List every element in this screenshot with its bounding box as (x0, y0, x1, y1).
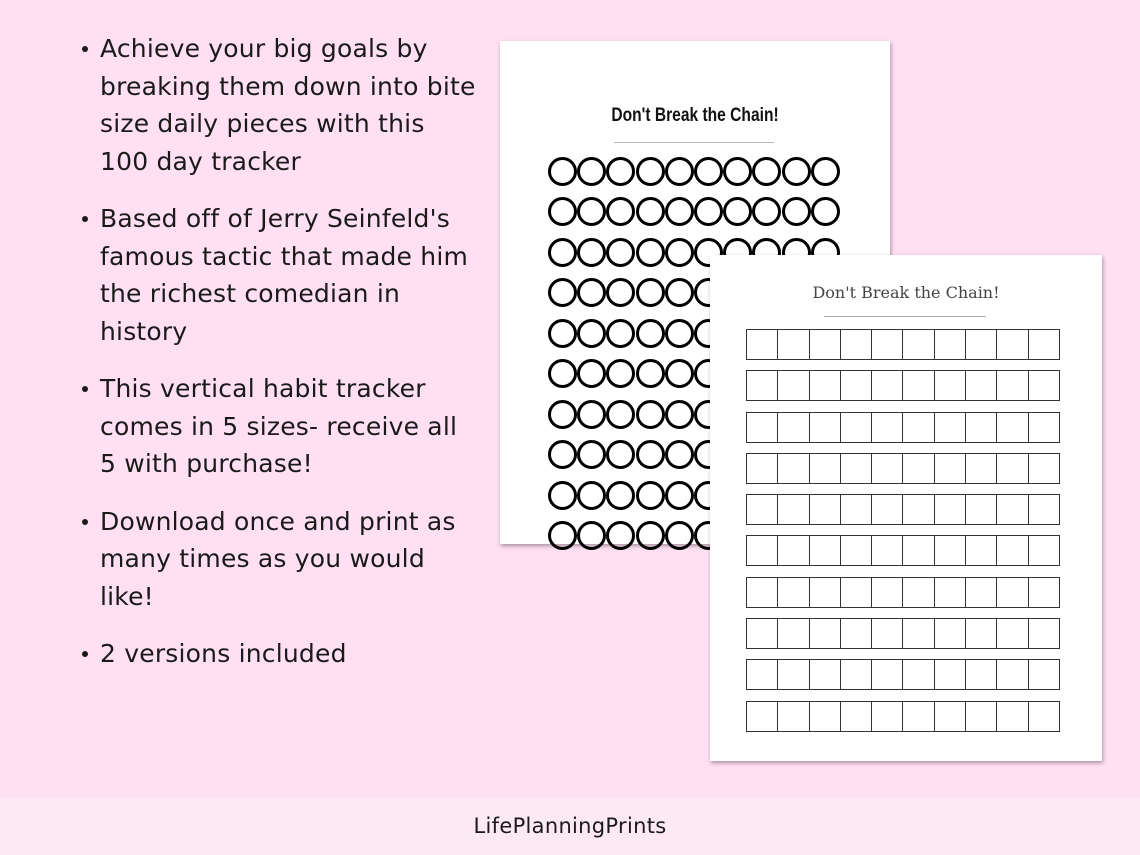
tracker-circle (548, 238, 577, 267)
square-row (746, 412, 1060, 443)
tracker-square (778, 578, 809, 608)
tracker-square (841, 495, 872, 525)
tracker-square (778, 413, 809, 443)
tracker-circle (606, 359, 635, 388)
tracker-circle (548, 157, 577, 186)
square-row (746, 494, 1060, 525)
tracker-circle (636, 278, 665, 307)
tracker-square (810, 371, 841, 401)
tracker-square (903, 495, 934, 525)
tracker-circle (665, 278, 694, 307)
tracker-square (997, 454, 1028, 484)
tracker-square (841, 578, 872, 608)
tracker-square (966, 330, 997, 360)
tracker-square (903, 454, 934, 484)
tracker-square (841, 619, 872, 649)
square-grid (746, 329, 1062, 742)
tracker-circle (636, 238, 665, 267)
tracker-circle (665, 238, 694, 267)
tracker-circle (665, 319, 694, 348)
tracker-square (872, 454, 903, 484)
square-row (746, 329, 1060, 360)
tracker-square (747, 330, 778, 360)
title-divider (824, 316, 986, 317)
tracker-square (810, 495, 841, 525)
circle-row (548, 192, 838, 233)
tracker-square (935, 330, 966, 360)
tracker-square (872, 371, 903, 401)
tracker-square (810, 454, 841, 484)
tracker-square (810, 619, 841, 649)
tracker-circle (548, 278, 577, 307)
feature-item: Achieve your big goals by breaking them down into bite size daily pieces with this 100 day tracker (80, 30, 480, 180)
tracker-square (997, 619, 1028, 649)
tracker-circle (548, 359, 577, 388)
tracker-circle (752, 197, 781, 226)
tracker-circle (548, 319, 577, 348)
tracker-square (935, 702, 966, 732)
tracker-circle (694, 197, 723, 226)
tracker-square (903, 371, 934, 401)
tracker-square (997, 536, 1028, 566)
square-row (746, 370, 1060, 401)
tracker-circle (577, 440, 606, 469)
tracker-square (747, 578, 778, 608)
tracker-circle (636, 359, 665, 388)
tracker-circle (694, 157, 723, 186)
tracker-square (872, 330, 903, 360)
tracker-square (810, 413, 841, 443)
tracker-square (810, 330, 841, 360)
tracker-circle (811, 157, 840, 186)
tracker-square (841, 454, 872, 484)
tracker-square (903, 619, 934, 649)
tracker-circle (606, 440, 635, 469)
tracker-circle (752, 157, 781, 186)
tracker-square (778, 495, 809, 525)
tracker-circle (606, 238, 635, 267)
tracker-circle (636, 319, 665, 348)
tracker-circle (723, 157, 752, 186)
tracker-square (841, 371, 872, 401)
tracker-circle (577, 319, 606, 348)
tracker-square (966, 495, 997, 525)
tracker-square (778, 330, 809, 360)
tracker-square (903, 536, 934, 566)
tracker-square (966, 371, 997, 401)
tracker-square (903, 578, 934, 608)
tracker-square (997, 330, 1028, 360)
square-row (746, 453, 1060, 484)
tracker-square (935, 660, 966, 690)
tracker-square (935, 578, 966, 608)
tracker-circle (606, 481, 635, 510)
tracker-square (841, 660, 872, 690)
tracker-square (1029, 454, 1060, 484)
tracker-square (903, 330, 934, 360)
tracker-circle (548, 400, 577, 429)
tracker-circle (577, 521, 606, 550)
tracker-square (966, 454, 997, 484)
tracker-square (997, 578, 1028, 608)
tracker-circle (665, 359, 694, 388)
tracker-square (747, 702, 778, 732)
tracker-square (872, 702, 903, 732)
tracker-square (778, 702, 809, 732)
tracker-circle (548, 521, 577, 550)
tracker-circle (577, 238, 606, 267)
tracker-circle (665, 197, 694, 226)
tracker-square (778, 619, 809, 649)
tracker-square (966, 413, 997, 443)
tracker-square (841, 413, 872, 443)
tracker-square (966, 578, 997, 608)
tracker-square (1029, 330, 1060, 360)
square-row (746, 535, 1060, 566)
tracker-square (810, 578, 841, 608)
tracker-circle (548, 481, 577, 510)
tracker-circle (577, 278, 606, 307)
tracker-square (935, 371, 966, 401)
tracker-circle (636, 400, 665, 429)
tracker-circle (636, 481, 665, 510)
tracker-square (935, 495, 966, 525)
tracker-circle (606, 319, 635, 348)
tracker-square (872, 660, 903, 690)
tracker-circle (636, 521, 665, 550)
tracker-square (841, 702, 872, 732)
circle-sheet-title: Don't Break the Chain! (611, 105, 779, 126)
tracker-square (966, 702, 997, 732)
brand-name: LifePlanningPrints (473, 814, 667, 838)
tracker-circle (665, 440, 694, 469)
tracker-square (810, 702, 841, 732)
tracker-circle (548, 197, 577, 226)
tracker-circle (606, 197, 635, 226)
tracker-square (903, 702, 934, 732)
tracker-circle (636, 157, 665, 186)
tracker-square (747, 536, 778, 566)
feature-item: 2 versions included (80, 635, 480, 673)
tracker-square (1029, 413, 1060, 443)
tracker-circle (577, 400, 606, 429)
tracker-square (747, 371, 778, 401)
tracker-circle (723, 197, 752, 226)
tracker-circle (811, 197, 840, 226)
tracker-square (872, 578, 903, 608)
tracker-circle (665, 521, 694, 550)
tracker-square (966, 619, 997, 649)
tracker-circle (782, 157, 811, 186)
tracker-square (997, 413, 1028, 443)
tracker-circle (548, 440, 577, 469)
square-row (746, 659, 1060, 690)
tracker-square (1029, 371, 1060, 401)
tracker-circle (577, 197, 606, 226)
tracker-circle (606, 400, 635, 429)
tracker-circle (606, 521, 635, 550)
tracker-square (747, 413, 778, 443)
tracker-square (935, 413, 966, 443)
tracker-square (997, 702, 1028, 732)
square-row (746, 701, 1060, 732)
square-row (746, 618, 1060, 649)
tracker-circle (665, 400, 694, 429)
tracker-square (778, 371, 809, 401)
tracker-square (997, 371, 1028, 401)
tracker-square (872, 495, 903, 525)
tracker-square (997, 495, 1028, 525)
tracker-square (810, 660, 841, 690)
square-sheet-title: Don't Break the Chain! (812, 283, 1000, 302)
tracker-square (747, 454, 778, 484)
title-divider (614, 142, 774, 143)
tracker-circle (577, 359, 606, 388)
tracker-circle (665, 157, 694, 186)
feature-item: Download once and print as many times as you would like! (80, 503, 480, 616)
feature-item: This vertical habit tracker comes in 5 sizes- receive all 5 with purchase! (80, 370, 480, 483)
tracker-circle (606, 157, 635, 186)
tracker-circle (606, 278, 635, 307)
feature-list (80, 30, 480, 693)
tracker-square (966, 660, 997, 690)
tracker-circle (577, 157, 606, 186)
tracker-square (1029, 495, 1060, 525)
tracker-square (903, 660, 934, 690)
tracker-square (1029, 619, 1060, 649)
tracker-square (935, 619, 966, 649)
tracker-circle (636, 197, 665, 226)
tracker-square (778, 536, 809, 566)
tracker-square (1029, 536, 1060, 566)
square-row (746, 577, 1060, 608)
tracker-square (966, 536, 997, 566)
tracker-square (778, 454, 809, 484)
feature-item: Based off of Jerry Seinfeld's famous tactic that made him the richest comedian in history (80, 200, 480, 350)
tracker-square (778, 660, 809, 690)
tracker-square (872, 536, 903, 566)
tracker-square (1029, 660, 1060, 690)
footer-bar (0, 798, 1140, 855)
tracker-circle (636, 440, 665, 469)
tracker-square (872, 619, 903, 649)
tracker-square (1029, 702, 1060, 732)
tracker-square (810, 536, 841, 566)
tracker-square (935, 536, 966, 566)
tracker-square (872, 413, 903, 443)
tracker-square (997, 660, 1028, 690)
tracker-square (903, 413, 934, 443)
tracker-square (747, 660, 778, 690)
tracker-square (841, 330, 872, 360)
tracker-square (747, 495, 778, 525)
tracker-circle (577, 481, 606, 510)
square-tracker-sheet (710, 255, 1102, 761)
tracker-square (935, 454, 966, 484)
tracker-circle (665, 481, 694, 510)
circle-row (548, 151, 838, 192)
tracker-square (747, 619, 778, 649)
tracker-circle (782, 197, 811, 226)
tracker-square (1029, 578, 1060, 608)
tracker-square (841, 536, 872, 566)
